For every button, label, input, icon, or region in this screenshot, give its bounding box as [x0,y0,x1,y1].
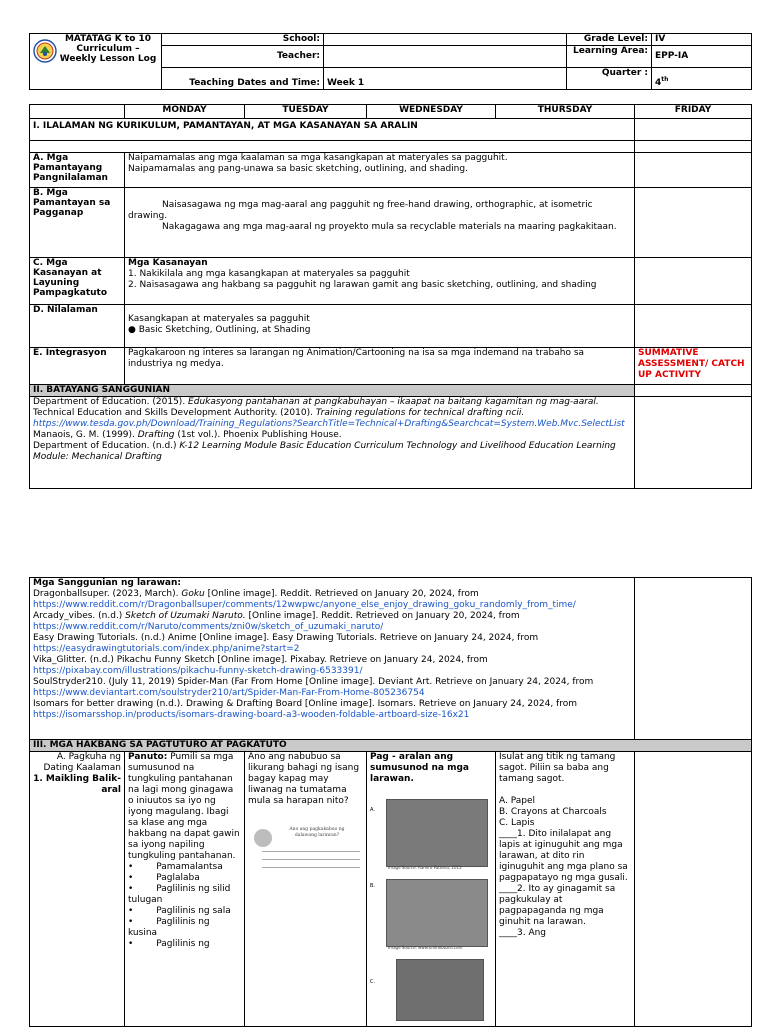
day-wednesday: WEDNESDAY [367,105,496,119]
drafting-photo-c [396,959,484,1021]
friday-cell [635,578,752,740]
monday-activity: Panuto: Pumili sa mga sumusunod na tungkuling pantahanan na lagi mong ginagawa o iniuutos sa iyo ng iyong magulang. Ibagi sa klase ang mga hakbang na dapat gawin sa iyong napiling tungkuling pantahanan. • Pamamalantsa • Paglalaba • Paglilinis ng silid tulugan • Paglilinis ng sala • Paglilinis ng kusina • Paglilinis ng [125,752,245,1027]
header-table [29,33,752,90]
grade-label: Grade Level: [567,34,652,46]
label-integration: E. Integrasyon [30,348,125,385]
main-table [29,104,752,489]
teacher-label: Teacher: [162,46,324,68]
label-content-standards: A. Mga Pamantayang Pangnilalaman [30,153,125,188]
drafting-photo-b [386,879,488,947]
content-standards-text: Naipamamalas ang mga kaalaman sa mga kasangkapan at materyales sa pagguhit. Naipamamalas ang pang-unawa sa basic sketching, outlining, and shading. [125,153,635,188]
naruto-image-link[interactable]: https://www.reddit.com/r/Naruto/comments/zni0w/sketch_of_uzumaki_naruto/ [33,622,384,632]
friday-cell [635,153,752,188]
image-references-text: Mga Sanggunian ng larawan: Dragonballsuper. (2023, March). Goku [Online image]. Reddit. Retrieved on January 20, 2024, from https://www.reddit.com/r/Dragonballsuper/comments/12wwpwc/anyone_else_enjoy_drawing_goku_randomly_from_time/ Arcady_vibes. (n.d.) Sketch of Uzumaki Naruto. [Online image]. Reddit. Retrieved on January 20, 2024, from https://www.reddit.com/r/Naruto/comments/zni0w/sketch_of_uzumaki_naruto/ Easy Drawing Tutorials. (n.d.) Anime [Online image]. Easy Drawing Tutorials. Retrieve on January 24, 2024, from https://easydrawingtutorials.com/index.php/anime?start=2 Vika_Glitter. (n.d.) Pikachu Funny Sketch [Online image]. Pixabay. Retrieve on January 24, 2024, from https://pixabay.com/illustrations/pikachu-funny-sketch-drawing-6533391/ SoulStryder210. (July 11, 2019) Spider-Man (Far From Home [Online image]. Deviant Art. Retrieve on January 24, 2024, from https://www.deviantart.com/soulstryder210/art/Spider-Man-Far-From-Home-805236754 Isomars for better drawing (n.d.). Drawing & Drafting Board [Online image]. Isomars. Retrieve on January 24, 2024, from https://isomarsshop.in/products/isomars-drawing-board-a3-wooden-foldable-artboard-size-16x21 [30,578,635,740]
label-competencies: C. Mga Kasanayan at Layuning Pampagkatuto [30,258,125,305]
day-tuesday: TUESDAY [245,105,367,119]
school-label: School: [162,34,324,46]
friday-cell [635,752,752,1027]
friday-cell [635,119,752,141]
friday-cell [635,188,752,258]
teacher-field[interactable] [324,46,567,68]
school-field[interactable] [324,34,567,46]
label-performance-standards: B. Mga Pamantayan sa Pagganap [30,188,125,258]
photo-c-letter: C. [370,979,376,985]
references-text: Department of Education. (2015). Edukasyong pantahanan at pangkabuhayan – ikaapat na baitang kagamitan ng mag-aaral. Technical Education and Skills Development Authority. (2010). Training regulations for technical drafting ncii. https://www.tesda.gov.ph/Download/Training_Regulations?SearchTitle=Technical+Drafting&Searchcat=System.Web.Mvc.SelectList Manaois, G. M. (1999). Drafting (1st vol.). Phoenix Publishing House. Department of Education. (n.d.) K-12 Learning Module Basic Education Curriculum Technology and Livelihood Education Learning Module: Mechanical Drafting [30,397,635,489]
area-label: Learning Area: [567,46,652,68]
tuesday-activity: Ano ang nabubuo sa likurang bahagi ng isang bagay kapag may liwanag na tumatama mula sa harapan nito? Ano ang pagkakabuo ng dalawang larawan? [245,752,367,1027]
day-thursday: THURSDAY [496,105,635,119]
quarter-label: Quarter : [567,68,652,90]
spiderman-image-link[interactable]: https://www.deviantart.com/soulstryder210/art/Spider-Man-Far-From-Home-805236754 [33,688,425,698]
dates-value[interactable]: Week 1 [324,68,567,90]
friday-cell [635,141,752,153]
lesson-log-title: MATATAG K to 10 Curriculum – Weekly Lesson Log [30,34,162,90]
speech-bubble-graphic: Ano ang pagkakabuo ng dalawang larawan? [248,815,363,875]
photo-b-letter: B. [370,883,376,889]
section-3-title: III. MGA HAKBANG SA PAGTUTURO AT PAGKATUTO [30,740,752,752]
label-content: D. Nilalaman [30,305,125,348]
spacer-row [30,141,635,153]
summative-assessment-note: SUMMATIVE ASSESSMENT/ CATCH UP ACTIVITY [635,348,752,385]
goku-image-link[interactable]: https://www.reddit.com/r/Dragonballsuper/comments/12wwpwc/anyone_else_enjoy_drawing_goku_randomly_from_time/ [33,600,576,610]
dates-label: Teaching Dates and Time: [162,68,324,90]
day-friday: FRIDAY [635,105,752,119]
friday-cell [635,385,752,397]
step-label-cell: A. Pagkuha ng Dating Kaalaman 1. Maikling Balik-aral [30,752,125,1027]
friday-cell [635,258,752,305]
section-2-title: II. BATAYANG SANGGUNIAN [30,385,635,397]
competencies-text: Mga Kasanayan 1. Nakikilala ang mga kasangkapan at materyales sa pagguhit 2. Naisasagawa ang hakbang sa pagguhit ng larawan gamit ang basic sketching, outlining, and shading [125,258,635,305]
drafting-photo-a [386,799,488,867]
integration-text: Pagkakaroon ng interes sa larangan ng Animation/Cartooning na isa sa mga indemand na trabaho sa industriya ng medya. [125,348,635,385]
friday-cell [635,305,752,348]
pikachu-image-link[interactable]: https://pixabay.com/illustrations/pikachu-funny-sketch-drawing-6533391/ [33,666,363,676]
wednesday-activity: Pag - aralan ang sumusunod na mga larawan. A. Image Source: Ramiro Pattena, 2013 B. Image Source: www.onlineboard.com C. [367,752,496,1027]
drafting-board-link[interactable]: https://isomarsshop.in/products/isomars-drawing-board-a3-wooden-foldable-artboard-size-16x21 [33,710,470,720]
grade-value[interactable]: IV [652,34,752,46]
photo-a-letter: A. [370,807,375,813]
anime-image-link[interactable]: https://easydrawingtutorials.com/index.php/anime?start=2 [33,644,300,654]
image-references-table [29,577,752,752]
thursday-activity: Isulat ang titik ng tamang sagot. Piliin sa baba ang tamang sagot. A. Papel B. Crayons at Charcoals C. Lapis ____1. Dito inilalapat ang lapis at iginuguhit ang mga larawan, at dito rin iginuguhit ang mga plano sa pagpapatayo ng mga gusali. ____2. Ito ay ginagamit sa pagkukulay at pagpapaganda ng mga ginuhit na larawan. ____3. Ang [496,752,635,1027]
day-monday: MONDAY [125,105,245,119]
section-1-title: I. ILALAMAN NG KURIKULUM, PAMANTAYAN, AT MGA KASANAYAN SA ARALIN [30,119,635,141]
corner-cell [30,105,125,119]
tesda-link[interactable]: https://www.tesda.gov.ph/Download/Training_Regulations?SearchTitle=Technical+Drafting&Searchcat=System.Web.Mvc.SelectList [33,419,625,429]
performance-standards-text: Naisasagawa ng mga mag-aaral ang pagguhit ng free-hand drawing, orthographic, at isometric drawing. Nakagagawa ang mga mag-aaral ng proyekto mula sa recyclable materials na maaring pagkakitaan. [125,188,635,258]
area-value[interactable]: EPP-IA [652,46,752,68]
quarter-value[interactable]: 4th [652,68,752,90]
friday-cell [635,397,752,489]
lesson-steps-table [29,751,752,1027]
content-text: Kasangkapan at materyales sa pagguhit ● Basic Sketching, Outlining, at Shading [125,305,635,348]
